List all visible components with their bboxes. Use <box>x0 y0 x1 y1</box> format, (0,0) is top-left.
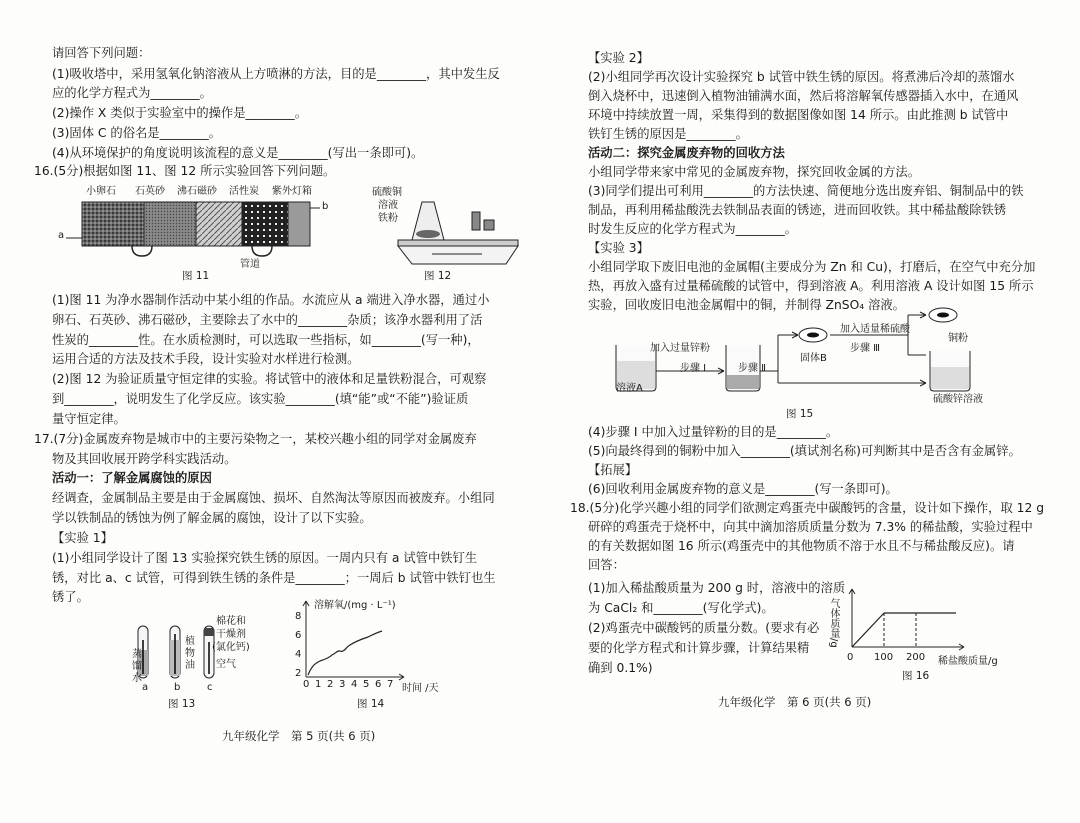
label-oil-1: 植 <box>185 636 195 647</box>
y-tick: 4 <box>295 649 302 660</box>
label-copper-powder: 铜粉 <box>948 333 968 344</box>
text-line: (2)操作 X 类似于实验室中的操作是________。 <box>52 106 308 120</box>
text-line: 热，再放入盛有过量稀硫酸的试管中，得到溶液 A。利用溶液 A 设计如图 15 所示 <box>588 279 1034 293</box>
label-oil-2: 物 <box>185 648 195 659</box>
x-tick: 0 <box>303 679 310 690</box>
x-tick: 3 <box>339 679 346 690</box>
text-line: (3)固体 C 的俗名是________。 <box>52 126 222 140</box>
text-line: 锈，对比 a、c 试管，可得到铁生锈的条件是________；一周后 b 试管中铁钉也生 <box>52 571 496 585</box>
page-footer-right: 九年级化学 第 6 页(共 6 页) <box>718 695 872 709</box>
text-line: 物及其回收展开跨学科实践活动。 <box>52 452 237 466</box>
text-line: 小组同学取下废旧电池的金属帽(主要成分为 Zn 和 Cu)，打磨后，在空气中充分加 <box>588 260 1036 274</box>
text-line: (1)小组同学设计了图 13 实验探究铁生锈的原因。一周内只有 a 试管中铁钉生 <box>52 551 478 565</box>
text-line: (5)向最终得到的铜粉中加入________(填试剂名称)可判断其中是否含有金属锌。 <box>588 444 1021 458</box>
text-line: 学以铁制品的锈蚀为例了解金属的腐蚀，设计了以下实验。 <box>52 511 372 525</box>
text-line: 卵石、石英砂、沸石磁砂，主要除去了水中的________杂质；该净水器利用了活 <box>52 313 483 327</box>
text-line: 小组同学带来家中常见的金属废弃物，探究回收金属的方法。 <box>588 165 921 179</box>
label-zeolite: 沸石磁砂 <box>177 186 217 197</box>
text-line: (4)从环境保护的角度说明该流程的意义是________(写出一条即可)。 <box>52 146 424 160</box>
label-oil-3: 油 <box>185 660 195 671</box>
y-tick: 8 <box>295 611 302 622</box>
label-iron-powder: 铁粉 <box>378 213 398 224</box>
label-step-3: 步骤 Ⅲ <box>850 343 881 354</box>
text-line: (2)小组同学再次设计实验探究 b 试管中铁生锈的原因。将煮沸后冷却的蒸馏水 <box>588 70 1015 84</box>
label-activated-carbon: 活性炭 <box>229 186 259 197</box>
text-line: (2)鸡蛋壳中碳酸钙的质量分数。(要求有必 <box>588 621 820 635</box>
label-solution-a: 溶液A <box>616 383 643 394</box>
label-step-1: 步骤 Ⅰ <box>680 363 707 374</box>
text-line: 的有关数据如图 16 所示(鸡蛋壳中的其他物质不溶于水且不与稀盐酸反应)。请 <box>588 539 1015 553</box>
text-line: (1)吸收塔中，采用氢氧化钠溶液从上方喷淋的方法，目的是________，其中发生反 <box>52 67 500 81</box>
label-distilled-2: 馏 <box>132 661 142 672</box>
extension-heading: 【拓展】 <box>588 463 638 477</box>
label-b: b <box>322 201 329 212</box>
x-tick: 2 <box>327 679 334 690</box>
text-line: 请回答下列问题： <box>52 46 151 60</box>
label-add-zinc: 加入过量锌粉 <box>650 343 710 354</box>
text-line: 环境中持续放置一周，采集得到的数据图像如图 14 所示。由此推测 b 试管中 <box>588 108 1009 122</box>
text-line: 量守恒定律。 <box>52 412 126 426</box>
label-copper-sulfate: 硫酸铜 <box>372 187 402 198</box>
text-line: 经调查，金属制品主要是由于金属腐蚀、损坏、自然淘汰等原因而被废弃。小组同 <box>52 491 495 505</box>
label-cotton: 棉花和 <box>216 616 246 627</box>
label-quartz-sand: 石英砂 <box>135 186 165 197</box>
label-uv-lamp: 紫外灯箱 <box>272 186 312 197</box>
text-line: 研碎的鸡蛋壳于烧杯中，向其中滴加溶质质量分数为 7.3% 的稀盐酸，实验过程中 <box>588 520 1033 534</box>
tube-c-label: c <box>207 682 213 693</box>
figure-14-xlabel: 时间 /天 <box>402 683 439 694</box>
figure-14-ylabel: 溶解氧/(mg · L⁻¹) <box>314 600 396 611</box>
figure-15-caption: 图 15 <box>786 408 814 420</box>
label-desiccant: 干燥剂 <box>216 629 246 640</box>
text-line: 应的化学方程式为________。 <box>52 86 212 100</box>
figure-13-caption: 图 13 <box>168 698 196 710</box>
page-footer-left: 九年级化学 第 5 页(共 6 页) <box>222 729 376 743</box>
activity-1-heading: 活动一：了解金属腐蚀的原因 <box>52 471 212 485</box>
text-line: 运用合适的方法及技术手段，设计实验对水样进行检测。 <box>52 352 360 366</box>
x-tick: 200 <box>906 652 926 663</box>
text-line: 实验，回收废旧电池金属帽中的铜，并制得 ZnSO₄ 溶液。 <box>588 298 905 312</box>
label-distilled-3: 水 <box>132 673 142 684</box>
text-line: 制品，再利用稀盐酸洗去铁制品表面的锈迹，进而回收铁。其中稀盐酸除铁锈 <box>588 203 1007 217</box>
figure-16-caption: 图 16 <box>902 670 930 682</box>
text-line: (6)回收利用金属废弃物的意义是________(写一条即可)。 <box>588 482 898 496</box>
y-tick: 2 <box>295 668 302 679</box>
y-tick: 6 <box>295 630 302 641</box>
tube-b-label: b <box>174 682 181 693</box>
text-line: 时发生反应的化学方程式为________。 <box>588 222 798 236</box>
text-line: 要的化学方程式和计算步骤，计算结果精 <box>588 641 810 655</box>
question-18-title: 18.(5分)化学兴趣小组的同学们欲测定鸡蛋壳中碳酸钙的含量，设计如下操作，取 12 g <box>570 501 1045 515</box>
label-air: 空气 <box>216 659 236 670</box>
text-line: (1)图 11 为净水器制作活动中某小组的作品。水流应从 a 端进入净水器，通过小 <box>52 293 490 307</box>
text-line: 到________，说明发生了化学反应。该实验________(填“能”或“不能”)验证质 <box>52 392 469 406</box>
activity-2-heading: 活动二：探究金属废弃物的回收方法 <box>588 146 785 160</box>
figure-16-ylabel: 气体质量/g <box>828 598 839 648</box>
figure-12-caption: 图 12 <box>424 270 452 282</box>
x-tick: 1 <box>315 679 322 690</box>
text-line: 回答： <box>588 558 625 572</box>
label-solid-b: 固体B <box>800 353 827 364</box>
text-line: 锈了。 <box>52 590 89 604</box>
tube-a-label: a <box>142 682 149 693</box>
text-line: 为 CaCl₂ 和________(写化学式)。 <box>588 601 774 615</box>
text-line: (4)步骤 Ⅰ 中加入过量锌粉的目的是________。 <box>588 425 839 439</box>
text-line: 性炭的________性。在水质检测时，可以选取一些指标，如________(写一种)， <box>52 333 480 347</box>
text-line: (2)图 12 为验证质量守恒定律的实验。将试管中的液体和足量铁粉混合，可观察 <box>52 372 487 386</box>
x-tick: 5 <box>363 679 370 690</box>
text-line: 倒入烧杯中，迅速倒入植物油铺满水面，然后将溶解氧传感器插入水中，在通风 <box>588 89 1019 103</box>
label-solution: 溶液 <box>378 200 398 211</box>
question-17-title: 17.(7分)金属废弃物是城市中的主要污染物之一，某校兴趣小组的同学对金属废弃 <box>34 432 477 446</box>
text-line: 确到 0.1%) <box>588 661 653 675</box>
question-16-title: 16.(5分)根据如图 11、图 12 所示实验回答下列问题。 <box>34 164 336 178</box>
label-a: a <box>58 230 65 241</box>
text-line: (3)同学们提出可利用________的方法快速、简便地分选出废弃铝、铜制品中的铁 <box>588 184 1024 198</box>
figure-12-balance <box>382 182 532 272</box>
text-line: 铁钉生锈的原因是________。 <box>588 127 748 141</box>
label-distilled-1: 蒸 <box>132 649 142 660</box>
figure-11-caption: 图 11 <box>182 270 210 282</box>
x-tick: 100 <box>874 652 894 663</box>
label-calcium-chloride: (氯化钙) <box>212 642 250 653</box>
x-tick: 4 <box>351 679 358 690</box>
experiment-2-heading: 【实验 2】 <box>588 51 649 65</box>
label-zinc-sulfate: 硫酸锌溶液 <box>933 394 983 405</box>
text-line: (1)加入稀盐酸质量为 200 g 时，溶液中的溶质 <box>588 581 846 595</box>
label-pipe: 管道 <box>240 259 260 270</box>
x-tick: 0 <box>847 652 854 663</box>
experiment-1-heading: 【实验 1】 <box>52 531 113 545</box>
figure-16-xlabel: 稀盐酸质量/g <box>938 656 998 667</box>
x-tick: 7 <box>387 679 394 690</box>
label-add-acid: 加入适量稀硫酸 <box>840 324 910 335</box>
figure-14-caption: 图 14 <box>357 698 385 710</box>
label-pebbles: 小卵石 <box>86 186 116 197</box>
experiment-3-heading: 【实验 3】 <box>588 241 649 255</box>
x-tick: 6 <box>375 679 382 690</box>
label-step-2: 步骤 Ⅱ <box>738 363 767 374</box>
figure-16-gas-mass-chart <box>846 585 966 655</box>
